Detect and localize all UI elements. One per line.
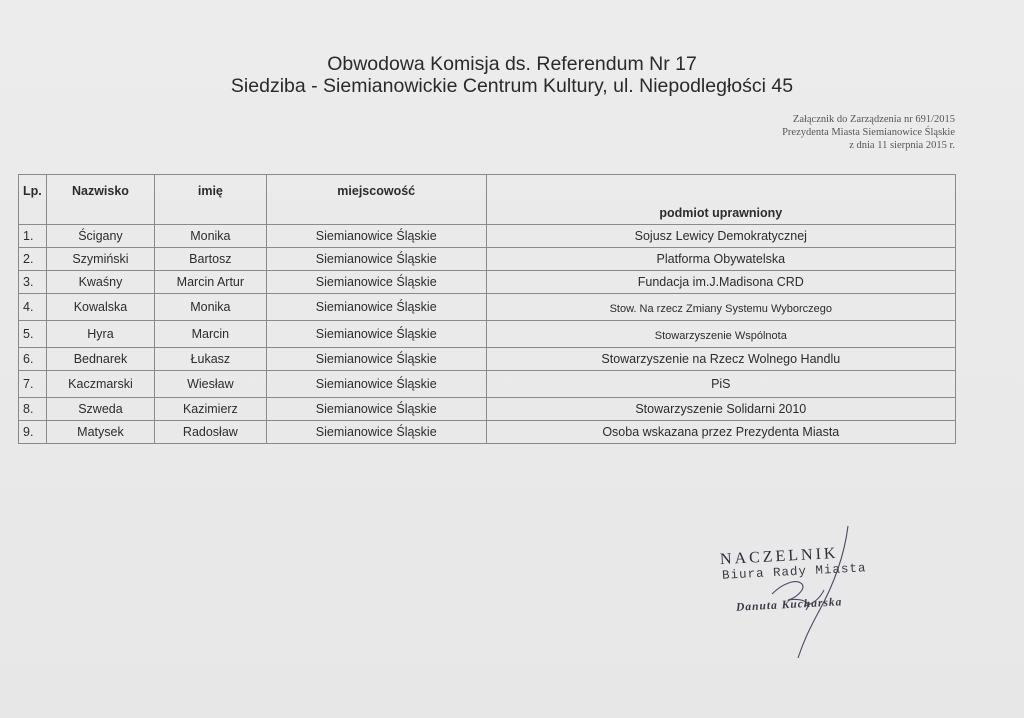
cell-imie: Marcin Artur: [154, 271, 266, 294]
cell-miejscowosc: Siemianowice Śląskie: [266, 371, 486, 398]
header-nazwisko: Nazwisko: [46, 175, 154, 225]
header-lp: Lp.: [19, 175, 47, 225]
cell-lp: 5.: [19, 321, 47, 348]
cell-nazwisko: Ścigany: [46, 225, 154, 248]
table-row: [19, 398, 956, 421]
annex-line-3: z dnia 11 sierpnia 2015 r.: [849, 140, 955, 151]
cell-podmiot: Fundacja im.J.Madisona CRD: [486, 271, 955, 294]
cell-lp: 6.: [19, 348, 47, 371]
cell-nazwisko: Szymiński: [46, 248, 154, 271]
header-podmiot: podmiot uprawniony: [486, 175, 955, 225]
table-row: [19, 294, 956, 321]
annex-line-2: Prezydenta Miasta Siemianowice Śląskie: [782, 127, 955, 138]
cell-podmiot: Stowarzyszenie Wspólnota: [486, 321, 955, 348]
cell-imie: Marcin: [154, 321, 266, 348]
members-table: [18, 174, 956, 444]
cell-podmiot: Osoba wskazana przez Prezydenta Miasta: [486, 421, 955, 444]
annex-line-1: Załącznik do Zarządzenia nr 691/2015: [792, 114, 955, 125]
table-row: [19, 371, 956, 398]
table-row: [19, 321, 956, 348]
cell-lp: 1.: [19, 225, 47, 248]
cell-nazwisko: Hyra: [46, 321, 154, 348]
annex-note: [782, 113, 955, 152]
table-row: [19, 248, 956, 271]
cell-imie: Wiesław: [154, 371, 266, 398]
stamp-subtitle: Biura Rady Miasta: [721, 561, 867, 583]
document-subtitle: Siedziba - Siemianowickie Centrum Kultury, ul. Niepodległości 45: [230, 75, 794, 97]
cell-miejscowosc: Siemianowice Śląskie: [266, 348, 486, 371]
cell-miejscowosc: Siemianowice Śląskie: [266, 398, 486, 421]
cell-podmiot: Stowarzyszenie na Rzecz Wolnego Handlu: [486, 348, 955, 371]
cell-lp: 8.: [19, 398, 47, 421]
cell-imie: Kazimierz: [154, 398, 266, 421]
official-stamp: [719, 544, 910, 648]
cell-podmiot: Stowarzyszenie Solidarni 2010: [486, 398, 955, 421]
cell-podmiot: Sojusz Lewicy Demokratycznej: [486, 225, 955, 248]
table-row: [19, 271, 956, 294]
table-row: [19, 225, 956, 248]
cell-miejscowosc: Siemianowice Śląskie: [266, 421, 486, 444]
cell-podmiot: PiS: [486, 371, 955, 398]
table-row: [19, 348, 956, 371]
cell-nazwisko: Szweda: [46, 398, 154, 421]
cell-nazwisko: Kaczmarski: [46, 371, 154, 398]
cell-nazwisko: Bednarek: [46, 348, 154, 371]
stamp-name: Danuta Kucharska: [735, 596, 843, 614]
cell-imie: Radosław: [154, 421, 266, 444]
cell-miejscowosc: Siemianowice Śląskie: [266, 321, 486, 348]
cell-lp: 3.: [19, 271, 47, 294]
cell-nazwisko: Kowalska: [46, 294, 154, 321]
table-header-row: [19, 175, 956, 225]
cell-lp: 4.: [19, 294, 47, 321]
cell-miejscowosc: Siemianowice Śląskie: [266, 271, 486, 294]
cell-lp: 7.: [19, 371, 47, 398]
cell-imie: Monika: [154, 225, 266, 248]
cell-lp: 9.: [19, 421, 47, 444]
cell-podmiot: Stow. Na rzecz Zmiany Systemu Wyborczego: [486, 294, 955, 321]
stamp-title: NACZELNIK: [719, 544, 839, 569]
cell-imie: Łukasz: [154, 348, 266, 371]
cell-nazwisko: Matysek: [46, 421, 154, 444]
cell-miejscowosc: Siemianowice Śląskie: [266, 248, 486, 271]
header-miejscowosc: miejscowość: [266, 175, 486, 225]
cell-imie: Bartosz: [154, 248, 266, 271]
cell-lp: 2.: [19, 248, 47, 271]
cell-miejscowosc: Siemianowice Śląskie: [266, 225, 486, 248]
cell-imie: Monika: [154, 294, 266, 321]
signature-mark: [720, 518, 910, 668]
header-imie: imię: [154, 175, 266, 225]
document-title: Obwodowa Komisja ds. Referendum Nr 17: [327, 53, 697, 75]
cell-nazwisko: Kwaśny: [46, 271, 154, 294]
table-row: [19, 421, 956, 444]
cell-podmiot: Platforma Obywatelska: [486, 248, 955, 271]
cell-miejscowosc: Siemianowice Śląskie: [266, 294, 486, 321]
